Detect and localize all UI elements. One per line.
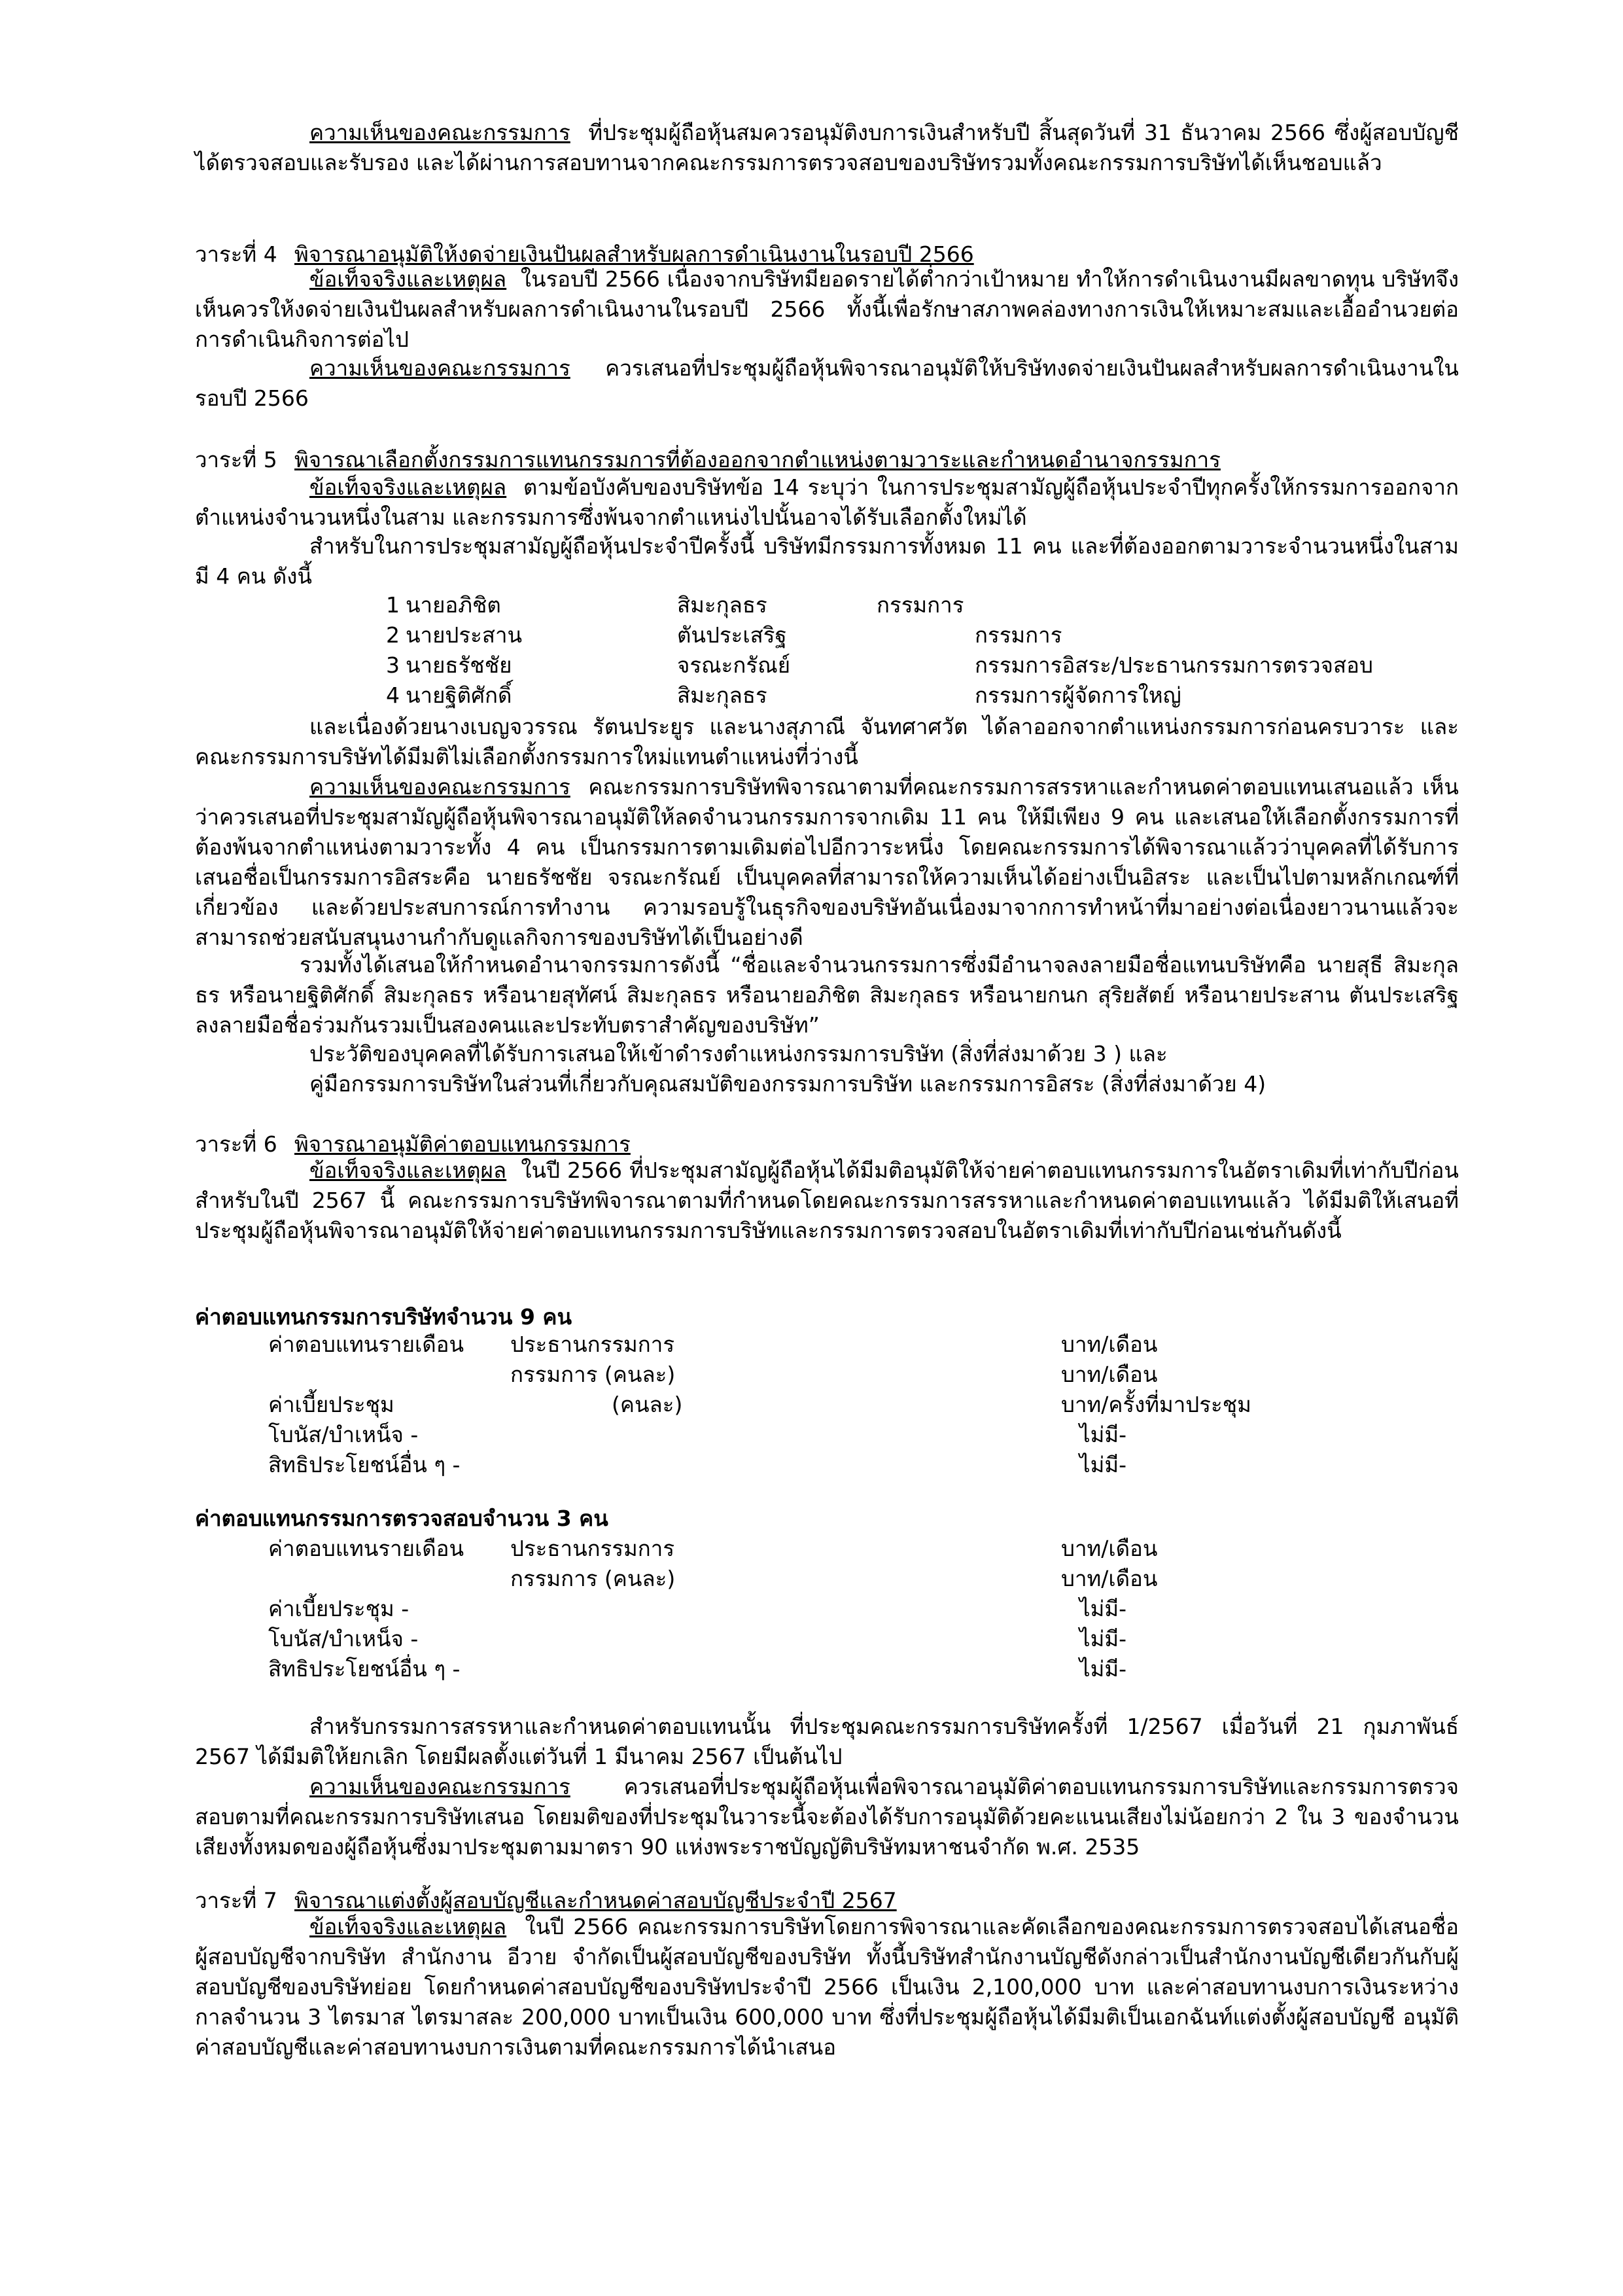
director-first-name: นายอภิชิต — [406, 592, 501, 618]
chair-label: ประธานกรรมการ — [510, 1332, 675, 1357]
monthly-fee-label: ค่าตอบแทนรายเดือน — [268, 1536, 464, 1561]
agenda-5-heading — [195, 445, 1221, 475]
agenda-5-facts-label: ข้อเท็จจริงและเหตุผล — [309, 474, 507, 500]
agenda-5-this-meeting — [195, 531, 1459, 592]
chair-unit: บาท/เดือน — [1061, 1536, 1158, 1561]
agenda-7-facts-text: ในปี 2566 คณะกรรมการบริษัทโดยการพิจารณาและคัดเลือกของคณะกรรมการตรวจสอบได้เสนอชื่อผู้สอบบัญชีจากบริษัท สำนักงาน อีวาย จำกัดเป็นผู้สอบบัญชีของบริษัท ทั้งนี้บริษัทสำนักงานบัญชีดังกล่าวเป็นสำนักงานบัญชีเดียวกันกับผู้สอบบัญชีของบริษัทย่อย โดยกำหนดค่าสอบบัญชีของบริษัทประจำปี 2566 เป็นเงิน 2,100,000 บาท และค่าสอบทานงบการเงินระหว่างกาลจำนวน 3 ไตรมาส ไตรมาสละ 200,000 บาทเป็นเงิน 600,000 บาท ซึ่งที่ประชุมผู้ถือหุ้นได้มีมติเป็นเอกฉันท์แต่งตั้งผู้สอบบัญชี อนุมัติค่าสอบบัญชีและค่าสอบทานงบการเงินตามที่คณะกรรมการได้นำเสนอ — [195, 1914, 1459, 2060]
bonus-value: ไม่มี- — [1079, 1626, 1127, 1651]
director-last-name: จรณะกรัณย์ — [677, 652, 791, 678]
director-number: 3 — [386, 652, 400, 678]
agenda-4-facts-text: ในรอบปี 2566 เนื่องจากบริษัทมียอดรายได้ต่ำกว่าเป้าหมาย ทำให้การดำเนินงานมีผลขาดทุน บริษัทจึงเห็นควรให้งดจ่ายเงินปันผลสำหรับผลการดำเนินงานในรอบปี 2566 ทั้งนี้เพื่อรักษาสภาพคล่องทางการเงินให้เหมาะสมและเอื้ออำนวยต่อการดำเนินกิจการต่อไป — [195, 266, 1459, 352]
member-unit: บาท/เดือน — [1061, 1362, 1158, 1387]
agenda-6-facts-text: ในปี 2566 ที่ประชุมสามัญผู้ถือหุ้นได้มีมติอนุมัติให้จ่ายค่าตอบแทนกรรมการในอัตราเดิมที่เท่ากับปีก่อน สำหรับในปี 2567 นี้ คณะกรรมการบริษัทพิจารณาตามที่กำหนดโดยคณะกรรมการสรรหาและกำหนดค่าตอบแทนแล้ว ได้มีมติให้เสนอที่ประชุมผู้ถือหุ้นพิจารณาอนุมัติให้จ่ายค่าตอบแทนกรรมการบริษัทและกรรมการตรวจสอบในอัตราเดิมที่เท่ากับปีก่อนเช่นกันดังนี้ — [195, 1157, 1459, 1243]
director-last-name: สิมะกุลธร — [677, 682, 767, 708]
other-benefits-label: สิทธิประโยชน์อื่น ๆ - — [268, 1656, 461, 1682]
director-first-name: นายฐิติศักดิ์ — [406, 682, 512, 708]
other-benefits-label: สิทธิประโยชน์อื่น ๆ - — [268, 1452, 461, 1477]
agenda-7-facts-label: ข้อเท็จจริงและเหตุผล — [309, 1914, 507, 1939]
agenda-4-facts-label: ข้อเท็จจริงและเหตุผล — [309, 266, 507, 292]
meeting-fee-unit: บาท/ครั้งที่มาประชุม — [1061, 1392, 1251, 1417]
board-opinion-label: ความเห็นของคณะกรรมการ — [309, 120, 570, 145]
agenda-6-nomination-note — [195, 1712, 1459, 1772]
agenda-5-number: วาระที่ 5 — [195, 447, 277, 472]
agenda-6-facts-label: ข้อเท็จจริงและเหตุผล — [309, 1157, 507, 1183]
agenda-6-facts — [195, 1156, 1459, 1246]
member-unit: บาท/เดือน — [1061, 1566, 1158, 1591]
agenda-7-facts — [195, 1912, 1459, 2062]
chair-unit: บาท/เดือน — [1061, 1332, 1158, 1357]
agenda-4-opinion — [195, 353, 1459, 414]
agenda-7-title: พิจารณาแต่งตั้งผู้สอบบัญชีและกำหนดค่าสอบบัญชีประจำปี 2567 — [294, 1888, 897, 1913]
audit-compensation-heading: ค่าตอบแทนกรรมการตรวจสอบจำนวน 3 คน — [195, 1506, 608, 1531]
other-benefits-value: ไม่มี- — [1079, 1452, 1127, 1477]
agenda-5-bio — [195, 1039, 1459, 1069]
agenda-5-opinion-label: ความเห็นของคณะกรรมการ — [309, 774, 570, 800]
meeting-fee-label: ค่าเบี้ยประชุม - — [268, 1596, 410, 1621]
agenda-5-authority-text: รวมทั้งได้เสนอให้กำหนดอำนาจกรรมการดังนี้ “ชื่อและจำนวนกรรมการซึ่งมีอำนาจลงลายมือชื่อแทนบริษัทคือ นายสุธี สิมะกุลธร หรือนายฐิติศักดิ์ สิมะกุลธร หรือนายสุทัศน์ สิมะกุลธร หรือนายอภิชิต สิมะกุลธร หรือนายกนก สุริยสัตย์ หรือนายประสาน ตันประเสริฐ ลงลายมือชื่อร่วมกันรวมเป็นสองคนและประทับตราสำคัญของบริษัท” — [195, 952, 1459, 1038]
agenda-5-opinion — [195, 772, 1459, 953]
bonus-value: ไม่มี- — [1079, 1422, 1127, 1447]
director-number: 2 — [386, 622, 400, 648]
meeting-fee-per: (คนละ) — [612, 1392, 683, 1417]
agenda-4-opinion-label: ความเห็นของคณะกรรมการ — [309, 355, 570, 381]
meeting-fee-value: ไม่มี- — [1079, 1596, 1127, 1621]
director-last-name: สิมะกุลธร — [677, 592, 767, 618]
agenda-5-this-meeting-text: สำหรับในการประชุมสามัญผู้ถือหุ้นประจำปีครั้งนี้ บริษัทมีกรรมการทั้งหมด 11 คน และที่ต้องออกตามวาระจำนวนหนึ่งในสามมี 4 คน ดังนี้ — [195, 533, 1459, 589]
director-position: กรรมการผู้จัดการใหญ่ — [975, 682, 1181, 708]
director-first-name: นายประสาน — [406, 622, 523, 648]
bonus-label: โบนัส/บำเหน็จ - — [268, 1626, 419, 1651]
director-number: 4 — [386, 682, 400, 708]
agenda-5-facts — [195, 472, 1459, 533]
monthly-fee-label: ค่าตอบแทนรายเดือน — [268, 1332, 464, 1357]
director-position: กรรมการอิสระ/ประธานกรรมการตรวจสอบ — [975, 652, 1373, 678]
agenda-5-opinion-text: คณะกรรมการบริษัทพิจารณาตามที่คณะกรรมการสรรหาและกำหนดค่าตอบแทนเสนอแล้ว เห็นว่าควรเสนอที่ประชุมสามัญผู้ถือหุ้นพิจารณาอนุมัติให้ลดจำนวนกรรมการจากเดิม 11 คน ให้มีเพียง 9 คน และเสนอให้เลือกตั้งกรรมการที่ต้องพ้นจากตำแหน่งตามวาระทั้ง 4 คน เป็นกรรมการตามเดิมต่อไปอีกวาระหนึ่ง โดยคณะกรรมการได้พิจารณาแล้วว่าบุคคลที่ได้รับการเสนอชื่อเป็นกรรมการอิสระคือ นายธรัชชัย จรณะกรัณย์ เป็นบุคคลที่สามารถให้ความเห็นได้อย่างเป็นอิสระ และเป็นไปตามหลักเกณฑ์ที่เกี่ยวข้อง และด้วยประสบการณ์การทำงาน ความรอบรู้ในธุรกิจของบริษัทอันเนื่องมาจากการทำหน้าที่มาอย่างต่อเนื่องยาวนานแล้วจะสามารถช่วยสนับสนุนงานกำกับดูแลกิจการของบริษัทได้เป็นอย่างดี — [195, 774, 1459, 950]
agenda-5-handbook — [195, 1069, 1459, 1099]
meeting-fee-label: ค่าเบี้ยประชุม — [268, 1392, 394, 1417]
director-last-name: ตันประเสริฐ — [677, 622, 787, 648]
agenda-6-title: พิจารณาอนุมัติค่าตอบแทนกรรมการ — [294, 1131, 631, 1157]
agenda-4-title: พิจารณาอนุมัติให้งดจ่ายเงินปันผลสำหรับผลการดำเนินงานในรอบปี 2566 — [294, 241, 974, 267]
other-benefits-value: ไม่มี- — [1079, 1656, 1127, 1682]
member-label: กรรมการ (คนละ) — [510, 1566, 676, 1591]
agenda-6-nomination-text: สำหรับกรรมการสรรหาและกำหนดค่าตอบแทนนั้น ที่ประชุมคณะกรรมการบริษัทครั้งที่ 1/2567 เมื่อวันที่ 21 กุมภาพันธ์ 2567 ได้มีมติให้ยกเลิก โดยมีผลตั้งแต่วันที่ 1 มีนาคม 2567 เป็นต้นไป — [195, 1714, 1459, 1769]
agenda-7-number: วาระที่ 7 — [195, 1888, 277, 1913]
member-label: กรรมการ (คนละ) — [510, 1362, 676, 1387]
agenda-4-facts — [195, 264, 1459, 355]
director-position: กรรมการ — [877, 592, 964, 618]
director-number: 1 — [386, 592, 400, 618]
director-position: กรรมการ — [975, 622, 1062, 648]
director-first-name: นายธรัชชัย — [406, 652, 512, 678]
board-opinion-paragraph — [195, 118, 1459, 178]
chair-label: ประธานกรรมการ — [510, 1536, 675, 1561]
agenda-5-handbook-text: คู่มือกรรมการบริษัทในส่วนที่เกี่ยวกับคุณสมบัติของกรรมการบริษัท และกรรมการอิสระ (สิ่งที่ส่งมาด้วย 4) — [309, 1071, 1266, 1097]
agenda-6-opinion-text: ควรเสนอที่ประชุมผู้ถือหุ้นเพื่อพิจารณาอนุมัติค่าตอบแทนกรรมการบริษัทและกรรมการตรวจสอบตามที่คณะกรรมการบริษัทเสนอ โดยมติของที่ประชุมในวาระนี้จะต้องได้รับการอนุมัติด้วยคะแนนเสียงไม่น้อยกว่า 2 ใน 3 ของจำนวนเสียงทั้งหมดของผู้ถือหุ้นซึ่งมาประชุมตามมาตรา 90 แห่งพระราชบัญญัติบริษัทมหาชนจำกัด พ.ศ. 2535 — [195, 1774, 1459, 1860]
agenda-6-opinion-label: ความเห็นของคณะกรรมการ — [309, 1774, 570, 1799]
agenda-5-facts-text: ตามข้อบังคับของบริษัทข้อ 14 ระบุว่า ในการประชุมสามัญผู้ถือหุ้นประจำปีทุกครั้งให้กรรมการออกจากตำแหน่งจำนวนหนึ่งในสาม และกรรมการซึ่งพ้นจากตำแหน่งไปนั้นอาจได้รับเลือกตั้งใหม่ได้ — [195, 474, 1459, 530]
agenda-5-bio-text: ประวัติของบุคคลที่ได้รับการเสนอให้เข้าดำรงตำแหน่งกรรมการบริษัท (สิ่งที่ส่งมาด้วย 3 ) และ — [309, 1041, 1168, 1067]
agenda-4-opinion-text: ควรเสนอที่ประชุมผู้ถือหุ้นพิจารณาอนุมัติให้บริษัทงดจ่ายเงินปันผลสำหรับผลการดำเนินงานในรอบปี 2566 — [195, 355, 1459, 411]
board-compensation-heading: ค่าตอบแทนกรรมการบริษัทจำนวน 9 คน — [195, 1304, 572, 1330]
agenda-5-authority — [195, 950, 1459, 1040]
board-opinion-text: ที่ประชุมผู้ถือหุ้นสมควรอนุมัติงบการเงินสำหรับปี สิ้นสุดวันที่ 31 ธันวาคม 2566 ซึ่งผู้สอบบัญชีได้ตรวจสอบและรับรอง และได้ผ่านการสอบทานจากคณะกรรมการตรวจสอบของบริษัทรวมทั้งคณะกรรมการบริษัทได้เห็นชอบแล้ว — [195, 120, 1459, 175]
bonus-label: โบนัส/บำเหน็จ - — [268, 1422, 419, 1447]
agenda-5-resigned — [195, 712, 1459, 772]
agenda-5-resigned-text: และเนื่องด้วยนางเบญจวรรณ รัตนประยูร และนางสุภาณี จันทศาศวัต ได้ลาออกจากตำแหน่งกรรมการก่อนครบวาระ และคณะกรรมการบริษัทได้มีมติไม่เลือกตั้งกรรมการใหม่แทนตำแหน่งที่ว่างนี้ — [195, 714, 1459, 769]
agenda-6-opinion — [195, 1772, 1459, 1862]
agenda-6-number: วาระที่ 6 — [195, 1131, 277, 1157]
agenda-4-number: วาระที่ 4 — [195, 241, 277, 267]
agenda-5-title: พิจารณาเลือกตั้งกรรมการแทนกรรมการที่ต้องออกจากตำแหน่งตามวาระและกำหนดอำนาจกรรมการ — [294, 447, 1221, 472]
